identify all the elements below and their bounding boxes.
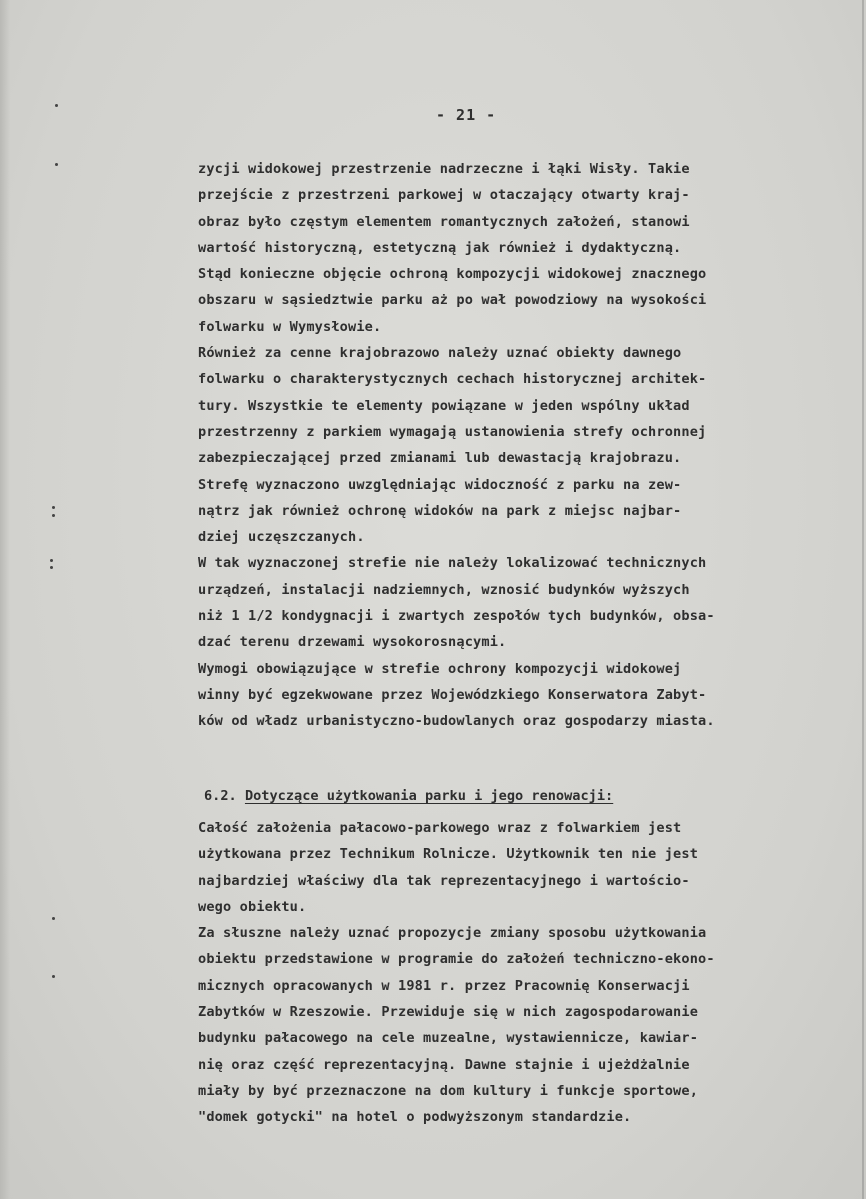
text-line: nię oraz część reprezentacyjną. Dawne stajnie i ujeżdżalnie (198, 1056, 690, 1073)
text-line: micznych opracowanych w 1981 r. przez Pracownię Konserwacji (198, 977, 690, 994)
punch-mark (50, 559, 53, 562)
page-number: - 21 - (436, 106, 497, 124)
text-line: użytkowana przez Technikum Rolnicze. Użytkownik ten nie jest (198, 846, 699, 863)
page-left-edge (0, 0, 10, 1199)
text-line: ków od władz urbanistyczno-budowlanych oraz gospodarzy miasta. (198, 713, 715, 730)
text-line: "domek gotycki" na hotel o podwyższonym standardzie. (198, 1109, 632, 1126)
punch-mark (55, 163, 58, 166)
text-line: winny być egzekwowane przez Wojewódzkiego Konserwatora Zabyt- (198, 686, 707, 703)
text-line: obszaru w sąsiedztwie parku aż po wał powodziowy na wysokości (198, 292, 707, 309)
text-line: Za słuszne należy uznać propozycje zmiany sposobu użytkowania (198, 925, 707, 942)
text-line: urządzeń, instalacji nadziemnych, wznosić budynków wyższych (198, 581, 690, 598)
text-line: dziej uczęszczanych. (198, 529, 365, 546)
paragraph-visual-composition-zone (198, 156, 858, 735)
text-line: obiektu przedstawione w programie do założeń techniczno-ekono- (198, 951, 715, 968)
text-line: Strefę wyznaczono uwzględniając widoczność z parku na zew- (198, 476, 682, 493)
punch-mark (52, 917, 55, 920)
text-line: wartość historyczną, estetyczną jak również i dydaktyczną. (198, 239, 682, 256)
text-line: dzać terenu drzewami wysokorosnącymi. (198, 634, 507, 651)
text-line: Również za cenne krajobrazowo należy uznać obiekty dawnego (198, 345, 682, 362)
text-line: Zabytków w Rzeszowie. Przewiduje się w nich zagospodarowanie (198, 1004, 699, 1021)
punch-mark (50, 566, 53, 569)
paragraph-park-usage (198, 815, 858, 1131)
page-right-edge (862, 0, 864, 1199)
text-line: nątrz jak również ochronę widoków na park z miejsc najbar- (198, 502, 682, 519)
text-line: Całość założenia pałacowo-parkowego wraz z folwarkiem jest (198, 820, 682, 836)
punch-mark (52, 506, 55, 509)
section-title: Dotyczące użytkowania parku i jego renowacji: (244, 788, 614, 804)
text-line: niż 1 1/2 kondygnacji i zwartych zespołów tych budynków, obsa- (198, 608, 715, 625)
text-line: miały by być przeznaczone na dom kultury i funkcje sportowe, (198, 1082, 699, 1099)
text-line: folwarku w Wymysłowie. (198, 318, 382, 335)
text-line: przejście z przestrzeni parkowej w otaczający otwarty kraj- (198, 187, 690, 204)
text-line: zabezpieczającej przed zmianami lub dewastacją krajobrazu. (198, 450, 682, 467)
text-line: obraz było częstym elementem romantycznych założeń, stanowi (198, 213, 690, 230)
text-line: budynku pałacowego na cele muzealne, wystawiennicze, kawiar- (198, 1030, 699, 1047)
text-line: Wymogi obowiązujące w strefie ochrony kompozycji widokowej (198, 660, 682, 677)
text-line: zycji widokowej przestrzenie nadrzeczne i łąki Wisły. Takie (198, 161, 690, 177)
text-line: najbardziej właściwy dla tak reprezentacyjnego i wartościo- (198, 872, 690, 889)
punch-mark (55, 104, 58, 107)
text-line: przestrzenny z parkiem wymagają ustanowienia strefy ochronnej (198, 423, 707, 440)
section-heading (204, 783, 613, 809)
punch-mark (52, 514, 55, 517)
text-line: Stąd konieczne objęcie ochroną kompozycji widokowej znacznego (198, 266, 707, 283)
text-line: folwarku o charakterystycznych cechach historycznej architek- (198, 371, 707, 388)
text-line: W tak wyznaczonej strefie nie należy lokalizować technicznych (198, 555, 707, 572)
punch-mark (52, 975, 55, 978)
text-line: tury. Wszystkie te elementy powiązane w jeden wspólny układ (198, 397, 690, 414)
section-number: 6.2. (204, 788, 237, 804)
text-line: wego obiektu. (198, 898, 307, 915)
